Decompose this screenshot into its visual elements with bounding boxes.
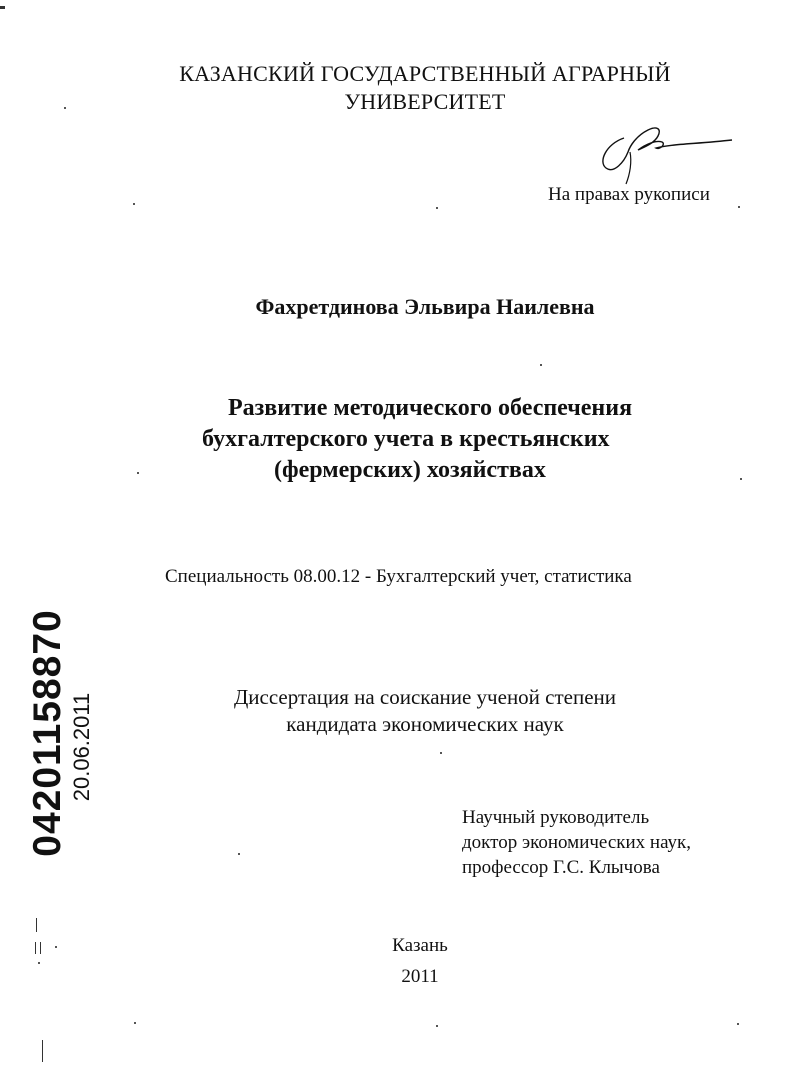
dissertation-title-line-3: (фермерских) хозяйствах <box>274 457 546 483</box>
dissertation-degree-line-1: Диссертация на соискание ученой степени <box>233 685 617 709</box>
scan-speck <box>540 364 542 366</box>
dissertation-title-line-2: бухгалтерского учета в крестьянских <box>202 426 610 452</box>
library-stamp-code: 04201158870 <box>26 609 69 857</box>
supervisor-line-3: профессор Г.С. Клычова <box>462 857 660 878</box>
university-name <box>150 60 700 116</box>
scan-speck <box>740 478 742 480</box>
year: 2011 <box>401 966 439 987</box>
scan-artifact <box>42 1040 43 1062</box>
supervisor-line-2: доктор экономических наук, <box>462 832 692 853</box>
manuscript-note: На правах рукописи <box>548 184 710 205</box>
dissertation-title <box>150 393 750 486</box>
scan-artifact <box>40 942 41 954</box>
scan-speck <box>440 752 442 754</box>
scan-speck <box>436 1025 438 1027</box>
city: Казань <box>392 935 448 956</box>
scan-speck <box>134 1022 136 1024</box>
scan-artifact <box>36 918 37 932</box>
library-stamp-date: 20.06.2011 <box>69 692 94 802</box>
dissertation-title-line-1: Развитие методического обеспечения <box>228 395 633 421</box>
scan-speck <box>436 207 438 209</box>
scan-speck <box>238 853 240 855</box>
scan-artifact <box>35 942 36 954</box>
handwritten-signature-icon <box>596 118 736 186</box>
scan-speck <box>737 1023 739 1025</box>
scan-speck <box>55 946 57 948</box>
city-year <box>320 930 520 992</box>
scan-speck <box>133 203 135 205</box>
dissertation-degree-line-2: кандидата экономических наук <box>286 712 564 736</box>
scan-speck <box>64 107 66 109</box>
dissertation-degree <box>150 684 700 738</box>
scan-speck <box>137 472 139 474</box>
university-name-line-2: УНИВЕРСИТЕТ <box>344 89 506 114</box>
specialty: Специальность 08.00.12 - Бухгалтерский учет, статистика <box>165 566 632 587</box>
scan-speck <box>38 962 40 964</box>
supervisor-line-1: Научный руководитель <box>462 807 650 828</box>
university-name-line-1: КАЗАНСКИЙ ГОСУДАРСТВЕННЫЙ АГРАРНЫЙ <box>179 61 671 86</box>
author-name: Фахретдинова Эльвира Наилевна <box>255 294 595 319</box>
scan-speck <box>738 206 740 208</box>
scan-artifact <box>0 6 5 9</box>
scientific-supervisor <box>462 805 691 880</box>
